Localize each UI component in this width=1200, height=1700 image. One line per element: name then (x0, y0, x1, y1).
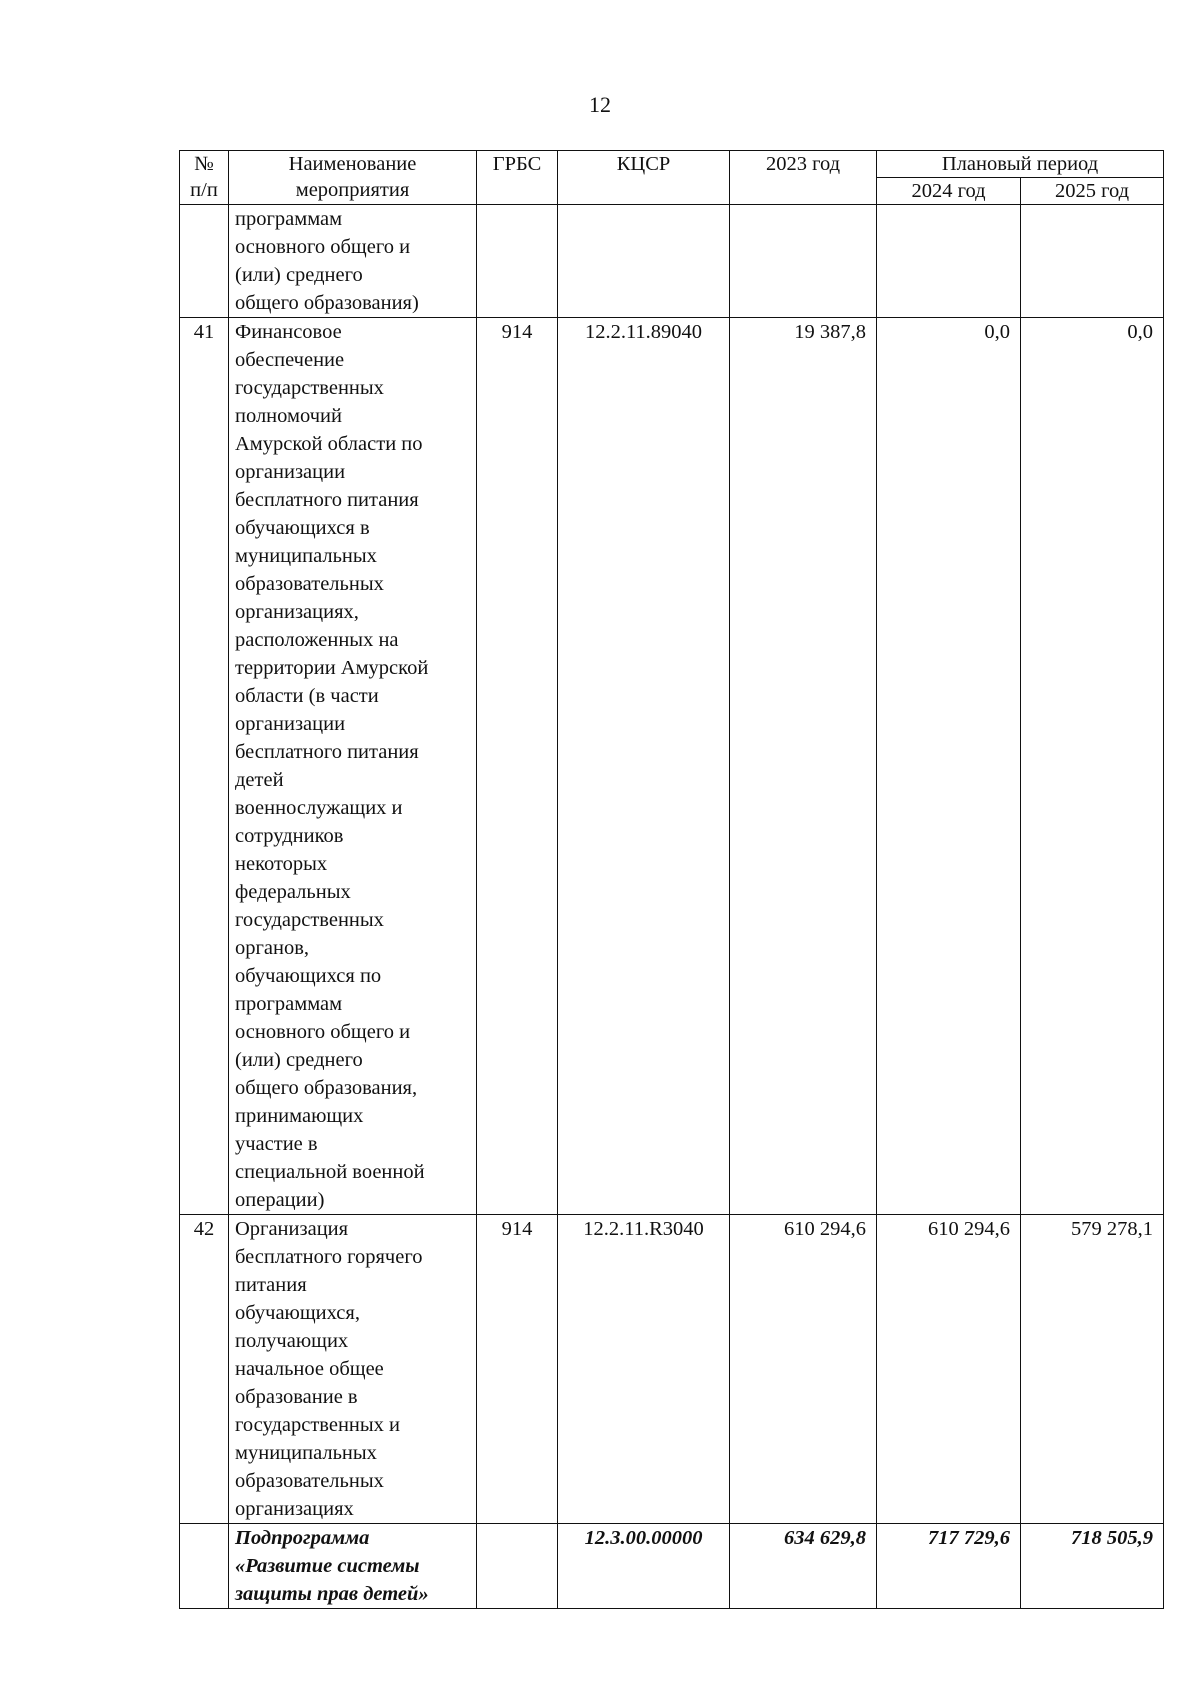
row-grbs (477, 205, 558, 318)
header-2025: 2025 год (1021, 178, 1164, 205)
row-kcsr: 12.2.11.89040 (558, 318, 730, 1215)
row-name: Финансовое обеспечение государственных полномочий Амурской области по организации бесплатного питания обучающихся в муниципальных образовательных организациях, расположенных на территории Амурской области (в части организации бесплатного питания детей военнослужащих и сотрудников некоторых федеральных государственных органов, обучающихся по программам основного общего и (или) среднего общего образования, принимающих участие в специальной военной операции) (229, 318, 477, 1215)
row-kcsr (558, 205, 730, 318)
row-kcsr: 12.2.11.R3040 (558, 1215, 730, 1524)
row-2023: 634 629,8 (730, 1524, 877, 1609)
header-name: Наименование мероприятия (229, 151, 477, 205)
header-kcsr: КЦСР (558, 151, 730, 205)
row-name: Организация бесплатного горячего питания обучающихся, получающих начальное общее образование в государственных и муниципальных образовательных организациях (229, 1215, 477, 1524)
row-2024: 0,0 (877, 318, 1021, 1215)
row-2025 (1021, 205, 1164, 318)
budget-table (179, 150, 1164, 1609)
table-row (180, 205, 1164, 318)
row-kcsr: 12.3.00.00000 (558, 1524, 730, 1609)
row-grbs: 914 (477, 1215, 558, 1524)
row-num (180, 205, 229, 318)
row-num: 41 (180, 318, 229, 1215)
row-grbs (477, 1524, 558, 1609)
row-2024: 717 729,6 (877, 1524, 1021, 1609)
table-row (180, 1215, 1164, 1524)
header-2024: 2024 год (877, 178, 1021, 205)
table-row (180, 318, 1164, 1215)
subprogram-total-row (180, 1524, 1164, 1609)
row-name: программам основного общего и (или) среднего общего образования) (229, 205, 477, 318)
row-2025: 718 505,9 (1021, 1524, 1164, 1609)
header-num: № п/п (180, 151, 229, 205)
header-2023: 2023 год (730, 151, 877, 205)
row-2023: 19 387,8 (730, 318, 877, 1215)
page-number: 12 (589, 92, 611, 117)
row-grbs: 914 (477, 318, 558, 1215)
row-2023 (730, 205, 877, 318)
header-planned-period: Плановый период (877, 151, 1164, 178)
row-num (180, 1524, 229, 1609)
row-num: 42 (180, 1215, 229, 1524)
row-name: Подпрограмма «Развитие системы защиты прав детей» (229, 1524, 477, 1609)
header-row (180, 151, 1164, 178)
row-2025: 0,0 (1021, 318, 1164, 1215)
row-2023: 610 294,6 (730, 1215, 877, 1524)
header-grbs: ГРБС (477, 151, 558, 205)
row-2024: 610 294,6 (877, 1215, 1021, 1524)
row-2024 (877, 205, 1021, 318)
row-2025: 579 278,1 (1021, 1215, 1164, 1524)
